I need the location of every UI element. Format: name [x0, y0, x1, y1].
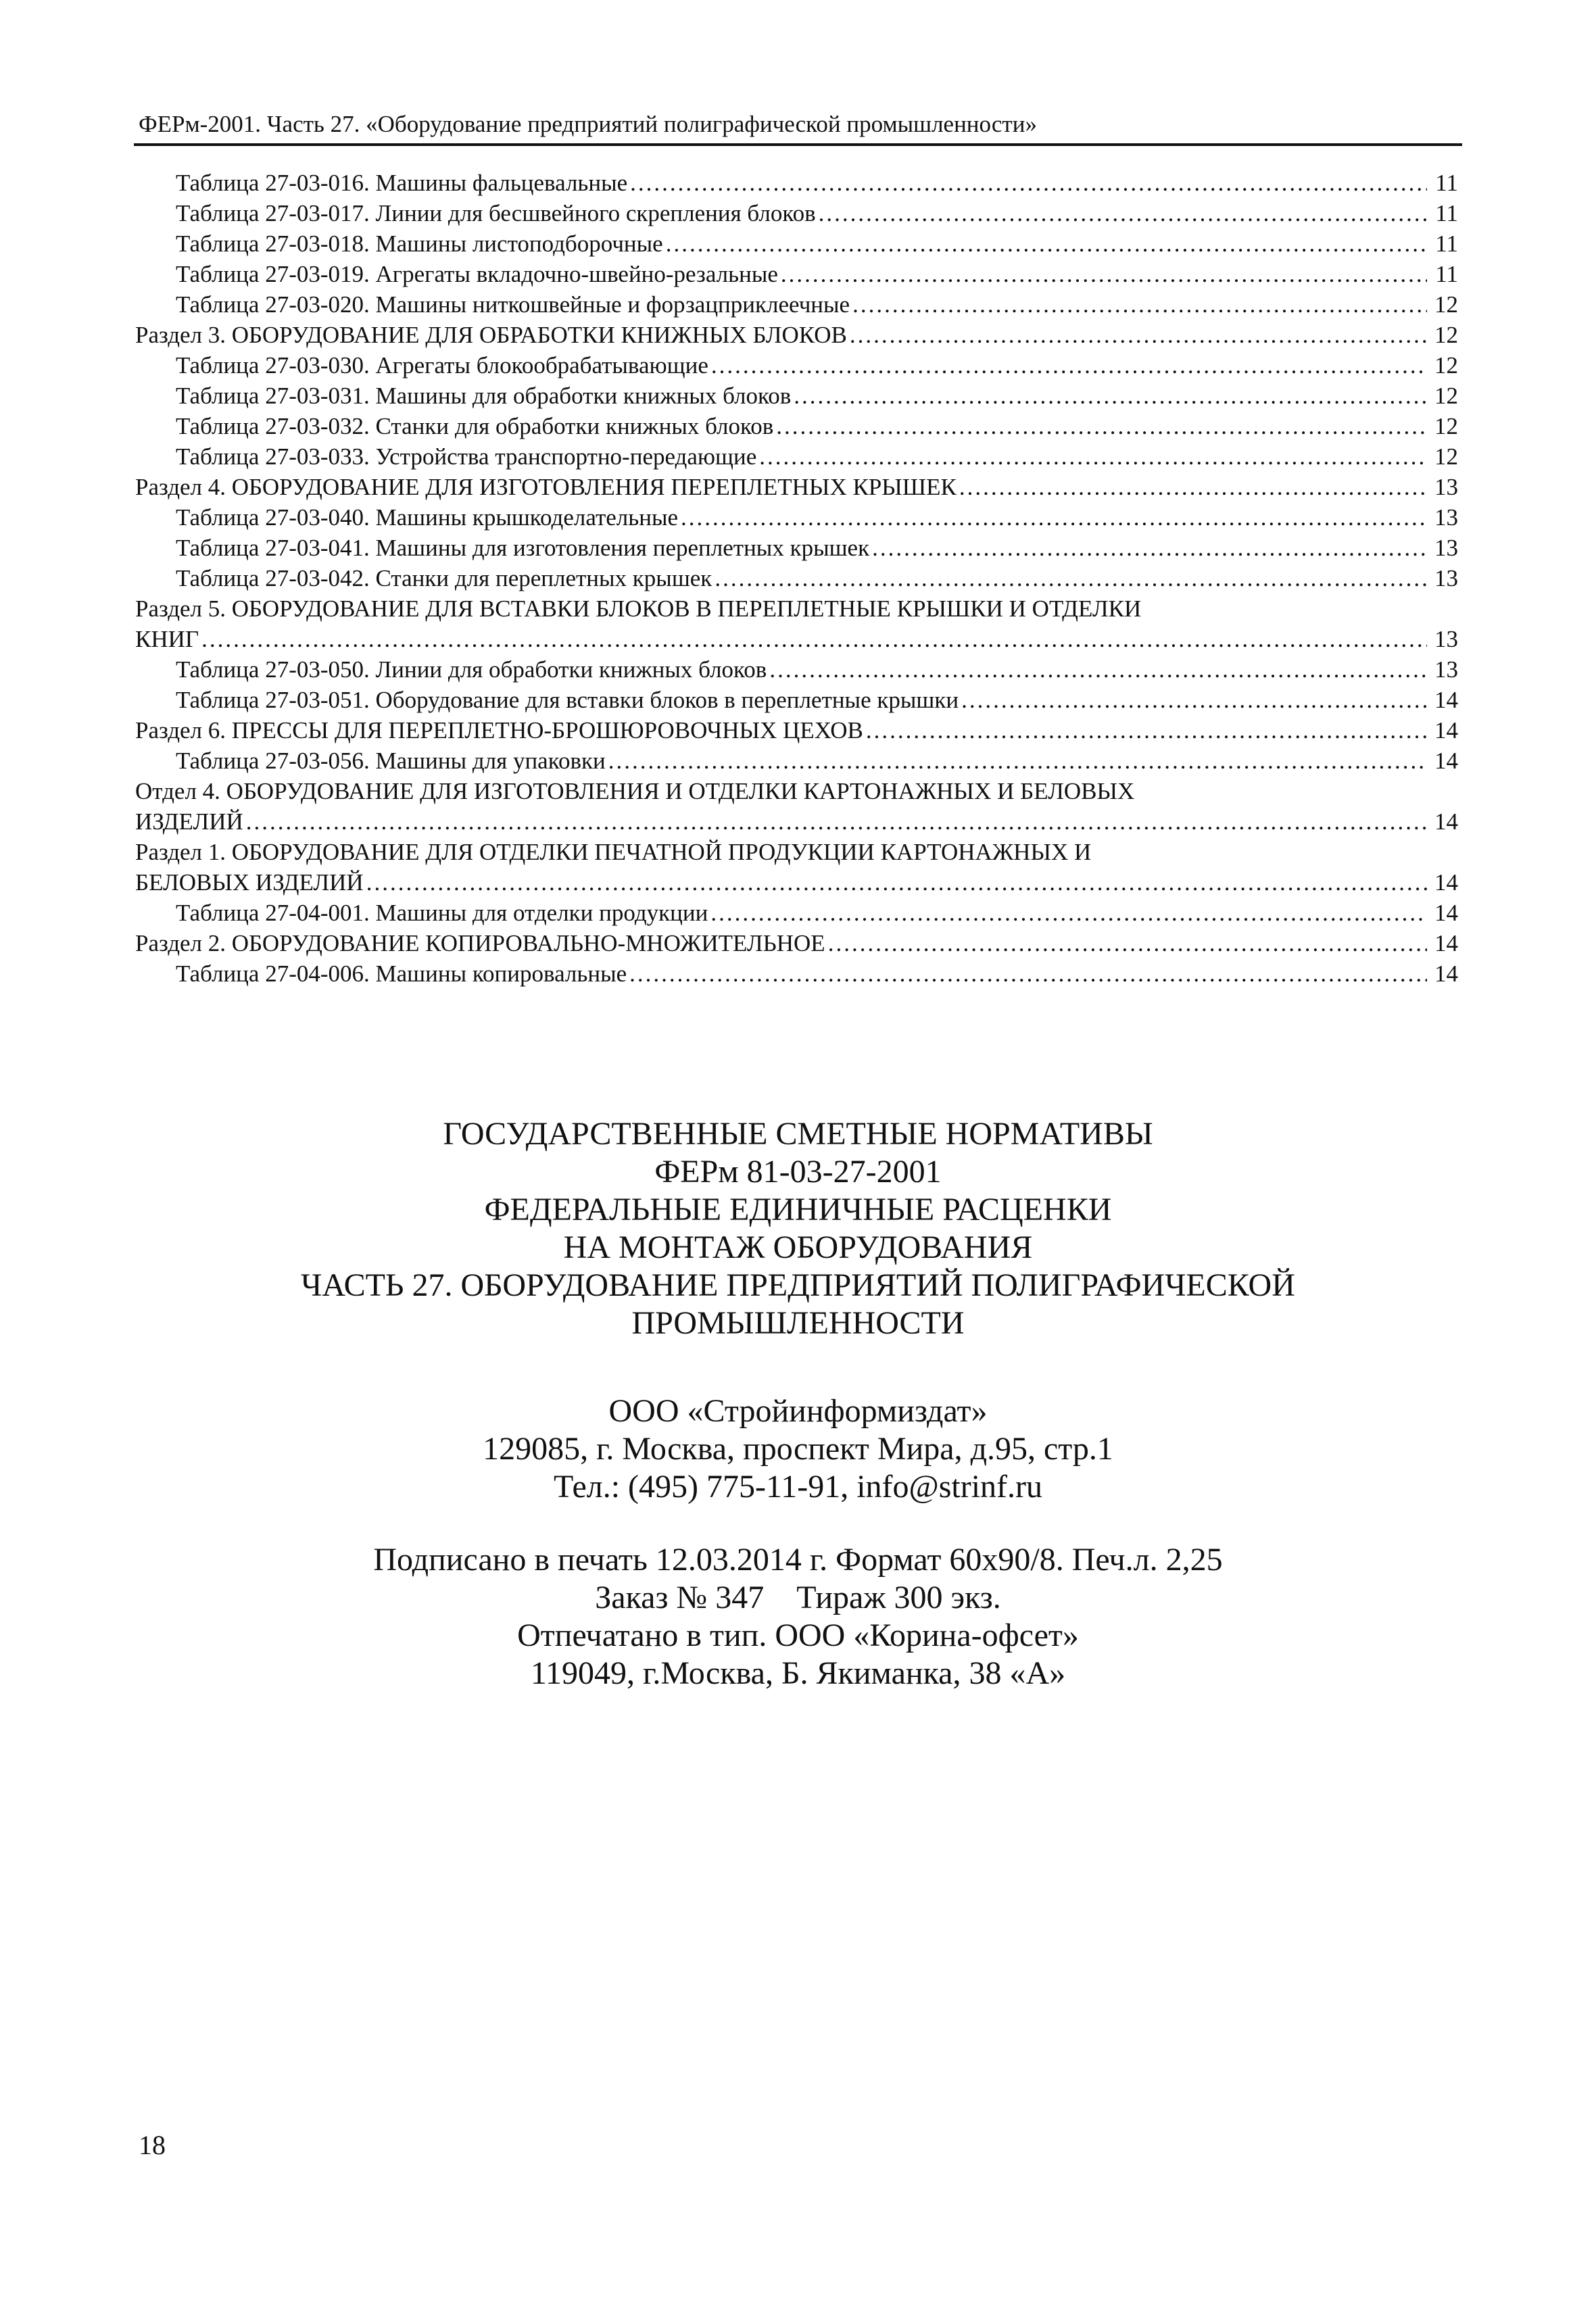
toc-entry-page: 13 [1434, 474, 1458, 500]
toc-entry [135, 502, 1458, 533]
toc-entry [135, 350, 1458, 381]
imprint-publisher-line: ООО «Стройинформиздат» [608, 1393, 988, 1429]
imprint-title-line: ПРОМЫШЛЕННОСТИ [631, 1305, 965, 1341]
toc-dot-leader [828, 928, 1427, 958]
toc-entry-page: 12 [1434, 322, 1458, 348]
toc-entry-page: 14 [1434, 687, 1458, 713]
imprint-print-line: Отпечатано в тип. ООО «Корина-офсет» [517, 1617, 1079, 1653]
toc-entry [135, 320, 1458, 350]
toc-entry-label: Раздел 4. ОБОРУДОВАНИЕ ДЛЯ ИЗГОТОВЛЕНИЯ ПЕРЕПЛЕТНЫХ КРЫШЕК [135, 474, 957, 500]
toc-entry-label: Таблица 27-03-041. Машины для изготовления переплетных крышек [176, 535, 870, 561]
toc-entry [135, 654, 1458, 685]
toc-entry [135, 198, 1458, 228]
imprint-title-line: ГОСУДАРСТВЕННЫЕ СМЕТНЫЕ НОРМАТИВЫ [443, 1116, 1153, 1152]
toc-entry [135, 958, 1458, 989]
imprint-title-line: ФЕДЕРАЛЬНЫЕ ЕДИНИЧНЫЕ РАСЦЕНКИ [484, 1192, 1112, 1227]
toc-dot-leader [794, 381, 1427, 411]
toc-dot-leader [866, 715, 1427, 746]
imprint-publisher-block [0, 1392, 1596, 1506]
toc-entry-label: Таблица 27-03-016. Машины фальцевальные [176, 170, 628, 196]
imprint-publisher-line: 129085, г. Москва, проспект Мира, д.95, стр.1 [483, 1431, 1113, 1467]
toc-entry-label: Таблица 27-03-031. Машины для обработки книжных блоков [176, 383, 792, 409]
header-divider [134, 143, 1462, 146]
imprint-print-line: Заказ № 347 Тираж 300 экз. [595, 1580, 1001, 1615]
toc-entry-label: Таблица 27-03-042. Станки для переплетных крышек [176, 565, 712, 591]
toc-entry [135, 593, 1458, 654]
toc-entry-page: 13 [1434, 565, 1458, 591]
toc-dot-leader [759, 441, 1427, 472]
toc-entry-label: Таблица 27-03-018. Машины листоподборочные [176, 230, 663, 257]
imprint-print-line: Подписано в печать 12.03.2014 г. Формат 60х90/8. Печ.л. 2,25 [373, 1542, 1223, 1578]
toc-entry-label: Таблица 27-03-020. Машины ниткошвейные и форзацприклеечные [176, 291, 850, 318]
imprint-title-line: НА МОНТАЖ ОБОРУДОВАНИЯ [563, 1229, 1033, 1265]
toc-entry [135, 776, 1458, 837]
toc-entry-page: 11 [1435, 230, 1458, 257]
toc-entry [135, 533, 1458, 563]
toc-entry-page: 12 [1434, 352, 1458, 379]
toc-entry-label: Таблица 27-03-017. Линии для бесшвейного скрепления блоков [176, 200, 816, 226]
toc-dot-leader [666, 228, 1427, 259]
toc-entry [135, 289, 1458, 320]
toc-entry-label: Раздел 2. ОБОРУДОВАНИЕ КОПИРОВАЛЬНО-МНОЖИТЕЛЬНОЕ [135, 930, 825, 956]
toc-entry [135, 928, 1458, 958]
toc-entry-label: Таблица 27-03-051. Оборудование для вставки блоков в переплетные крышки [176, 687, 959, 713]
toc-dot-leader [608, 746, 1427, 776]
toc-entry-page: 11 [1435, 170, 1458, 196]
toc-entry [135, 715, 1458, 746]
toc-entry-label: БЕЛОВЫХ ИЗДЕЛИЙ [135, 869, 364, 896]
toc-entry-page: 12 [1434, 291, 1458, 318]
toc-entry-page: 11 [1435, 200, 1458, 226]
toc-entry-page: 12 [1434, 383, 1458, 409]
toc-entry-label: КНИГ [135, 626, 199, 652]
toc-dot-leader [630, 168, 1427, 198]
imprint-title-line: ФЕРм 81-03-27-2001 [654, 1154, 942, 1190]
toc-entry-page: 14 [1434, 717, 1458, 744]
toc-entry [135, 563, 1458, 593]
toc-entry-label: Таблица 27-03-019. Агрегаты вкладочно-швейно-резальные [176, 261, 778, 287]
page-number: 18 [139, 2130, 166, 2160]
toc-dot-leader [201, 624, 1427, 654]
toc-entry-page: 14 [1434, 930, 1458, 956]
toc-entry-label: Таблица 27-03-050. Линии для обработки книжных блоков [176, 656, 767, 683]
toc-entry-page: 12 [1434, 443, 1458, 470]
toc-entry-page: 12 [1434, 413, 1458, 439]
toc-dot-leader [959, 472, 1427, 502]
toc-dot-leader [776, 411, 1427, 441]
toc-entry-page: 13 [1434, 656, 1458, 683]
imprint-title-block [0, 1115, 1596, 1342]
imprint-publisher-line: Тел.: (495) 775-11-91, info@strinf.ru [553, 1469, 1043, 1505]
toc-entry-label: Раздел 3. ОБОРУДОВАНИЕ ДЛЯ ОБРАБОТКИ КНИЖНЫХ БЛОКОВ [135, 322, 847, 348]
toc-dot-leader [246, 806, 1427, 837]
toc-entry-page: 13 [1434, 504, 1458, 531]
toc-dot-leader [872, 533, 1427, 563]
toc-entry-label: Таблица 27-03-032. Станки для обработки книжных блоков [176, 413, 774, 439]
toc-entry [135, 472, 1458, 502]
toc-entry [135, 259, 1458, 289]
toc-entry [135, 685, 1458, 715]
toc-dot-leader [366, 867, 1427, 898]
running-header: ФЕРм-2001. Часть 27. «Оборудование предприятий полиграфической промышленности» [139, 111, 1037, 137]
toc-dot-leader [629, 958, 1427, 989]
toc-entry-label: Таблица 27-03-040. Машины крышкоделательные [176, 504, 678, 531]
toc-entry-page: 14 [1434, 808, 1458, 835]
toc-entry-label: Таблица 27-03-056. Машины для упаковки [176, 748, 606, 774]
toc-dot-leader [710, 898, 1427, 928]
toc-entry-label: Таблица 27-04-001. Машины для отделки продукции [176, 900, 708, 926]
table-of-contents [135, 168, 1458, 989]
toc-entry-page: 14 [1434, 960, 1458, 987]
toc-entry-heading-line: Раздел 1. ОБОРУДОВАНИЕ ДЛЯ ОТДЕЛКИ ПЕЧАТНОЙ ПРОДУКЦИИ КАРТОНАЖНЫХ И [135, 839, 1092, 865]
toc-dot-leader [715, 563, 1427, 593]
toc-entry-label: ИЗДЕЛИЙ [135, 808, 243, 835]
toc-entry-page: 14 [1434, 748, 1458, 774]
toc-dot-leader [681, 502, 1427, 533]
toc-dot-leader [711, 350, 1427, 381]
toc-entry-label: Таблица 27-03-033. Устройства транспортно-передающие [176, 443, 757, 470]
toc-entry [135, 837, 1458, 898]
toc-dot-leader [852, 289, 1427, 320]
toc-entry [135, 441, 1458, 472]
toc-entry [135, 228, 1458, 259]
toc-entry-label: Раздел 6. ПРЕССЫ ДЛЯ ПЕРЕПЛЕТНО-БРОШЮРОВОЧНЫХ ЦЕХОВ [135, 717, 863, 744]
toc-entry [135, 898, 1458, 928]
toc-entry [135, 746, 1458, 776]
toc-entry-label: Таблица 27-03-030. Агрегаты блокообрабатывающие [176, 352, 708, 379]
toc-entry-page: 11 [1435, 261, 1458, 287]
imprint-title-line: ЧАСТЬ 27. ОБОРУДОВАНИЕ ПРЕДПРИЯТИЙ ПОЛИГРАФИЧЕСКОЙ [301, 1267, 1295, 1303]
imprint-print-line: 119049, г.Москва, Б. Якиманка, 38 «А» [530, 1655, 1066, 1691]
toc-entry-page: 14 [1434, 900, 1458, 926]
toc-entry-heading-line: Раздел 5. ОБОРУДОВАНИЕ ДЛЯ ВСТАВКИ БЛОКОВ В ПЕРЕПЛЕТНЫЕ КРЫШКИ И ОТДЕЛКИ [135, 595, 1142, 622]
toc-entry-heading-line: Отдел 4. ОБОРУДОВАНИЕ ДЛЯ ИЗГОТОВЛЕНИЯ И ОТДЕЛКИ КАРТОНАЖНЫХ И БЕЛОВЫХ [135, 778, 1135, 804]
toc-entry-label: Таблица 27-04-006. Машины копировальные [176, 960, 627, 987]
imprint-print-details [0, 1541, 1596, 1692]
toc-entry [135, 168, 1458, 198]
toc-entry [135, 381, 1458, 411]
toc-dot-leader [781, 259, 1427, 289]
toc-dot-leader [819, 198, 1427, 228]
toc-dot-leader [769, 654, 1427, 685]
toc-entry-page: 14 [1434, 869, 1458, 896]
toc-entry-page: 13 [1434, 535, 1458, 561]
toc-entry-page: 13 [1434, 626, 1458, 652]
toc-entry [135, 411, 1458, 441]
toc-dot-leader [850, 320, 1427, 350]
toc-dot-leader [961, 685, 1427, 715]
